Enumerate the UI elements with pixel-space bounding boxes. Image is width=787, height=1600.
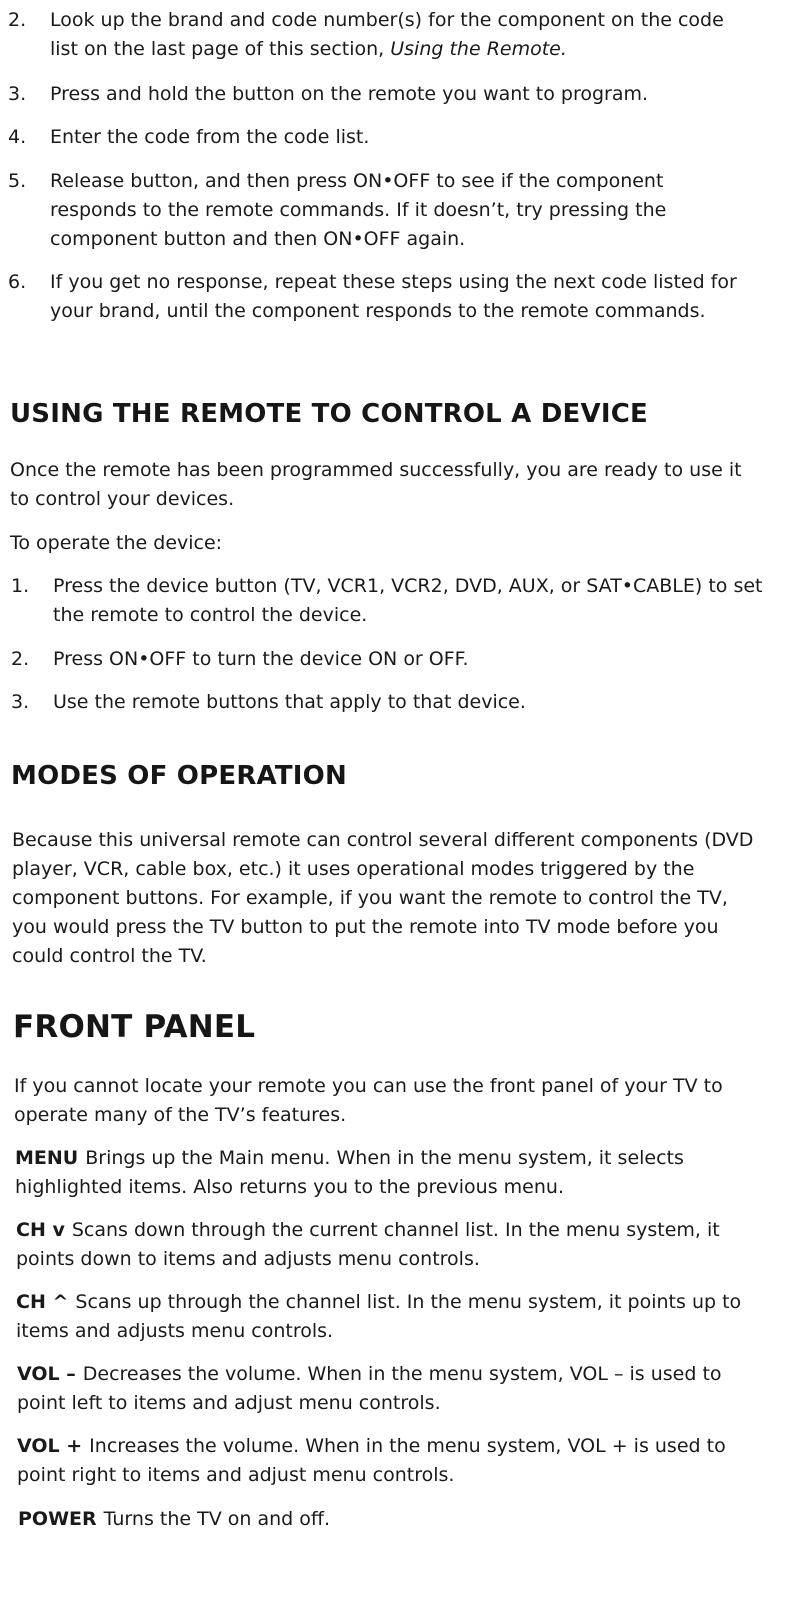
list-item — [0, 167, 787, 254]
list-item — [0, 688, 787, 717]
term-key: CH v — [16, 1219, 65, 1241]
term-key: POWER — [18, 1508, 97, 1530]
list-item — [0, 572, 787, 630]
front-panel-ch-down — [16, 1216, 765, 1274]
term-desc: Brings up the Main menu. When in the menu system, it selects highlighted items. Also returns you to the previous menu. — [15, 1147, 684, 1198]
front-panel-intro: If you cannot locate your remote you can use the front panel of your TV to operate many of the TV’s features. — [14, 1075, 723, 1126]
step-number: 3. — [8, 83, 27, 105]
front-panel-ch-up — [16, 1288, 747, 1346]
term-desc: Decreases the volume. When in the menu system, VOL – is used to point left to items and adjust menu controls. — [17, 1363, 722, 1414]
section-heading-front-panel: FRONT PANEL — [13, 1009, 256, 1045]
modes-body: Because this universal remote can control several different components (DVD player, VCR, cable box, etc.) it uses operational modes triggered by the component buttons. For example, if you want the remote to control the TV, you would press the TV button to put the remote into TV mode before you could control the TV. — [12, 829, 754, 967]
section-heading-modes: MODES OF OPERATION — [11, 761, 347, 791]
list-item — [0, 6, 787, 64]
step-text: If you get no response, repeat these steps using the next code listed for your brand, until the component responds to the remote commands. — [50, 271, 737, 322]
term-key: VOL + — [17, 1435, 83, 1457]
front-panel-menu — [15, 1144, 762, 1202]
term-desc: Scans down through the current channel list. In the menu system, it points down to items and adjusts menu controls. — [16, 1219, 720, 1270]
step-text: Release button, and then press ON•OFF to see if the component responds to the remote commands. If it doesn’t, try pressing the component button and then ON•OFF again. — [50, 170, 667, 250]
step-number: 6. — [8, 271, 27, 293]
step-text: Enter the code from the code list. — [50, 126, 370, 148]
step-number: 3. — [11, 691, 30, 713]
step-text: Press ON•OFF to turn the device ON or OFF. — [53, 648, 469, 670]
step-text: Press and hold the button on the remote you want to program. — [50, 83, 649, 105]
step-text — [50, 6, 757, 64]
term-key: MENU — [15, 1147, 79, 1169]
step-number: 2. — [11, 648, 30, 670]
section-reference: Using the Remote. — [390, 38, 567, 60]
step-text-main: Look up the brand and code number(s) for the component on the code list on the last page of this section, — [50, 9, 724, 60]
term-desc: Turns the TV on and off. — [103, 1508, 330, 1530]
list-item — [0, 80, 787, 109]
step-number: 5. — [8, 170, 27, 192]
front-panel-vol-up — [17, 1432, 759, 1490]
step-number: 1. — [11, 575, 30, 597]
using-remote-lead: To operate the device: — [10, 532, 223, 554]
term-desc: Scans up through the channel list. In the menu system, it points up to items and adjusts menu controls. — [16, 1291, 742, 1342]
front-panel-vol-down — [17, 1360, 759, 1418]
list-item — [0, 645, 787, 674]
term-desc: Increases the volume. When in the menu system, VOL + is used to point right to items and adjust menu controls. — [17, 1435, 726, 1486]
term-key: VOL – — [17, 1363, 76, 1385]
section-heading-using-remote: USING THE REMOTE TO CONTROL A DEVICE — [10, 399, 648, 429]
list-item — [0, 268, 787, 326]
step-text: Use the remote buttons that apply to that device. — [53, 691, 526, 713]
using-remote-intro: Once the remote has been programmed successfully, you are ready to use it to control your devices. — [10, 459, 742, 510]
step-text: Press the device button (TV, VCR1, VCR2, DVD, AUX, or SAT•CABLE) to set the remote to control the device. — [53, 575, 763, 626]
list-item — [0, 123, 787, 152]
step-number: 2. — [8, 9, 27, 31]
term-key: CH ^ — [16, 1291, 69, 1313]
front-panel-power — [18, 1505, 759, 1534]
step-number: 4. — [8, 126, 27, 148]
